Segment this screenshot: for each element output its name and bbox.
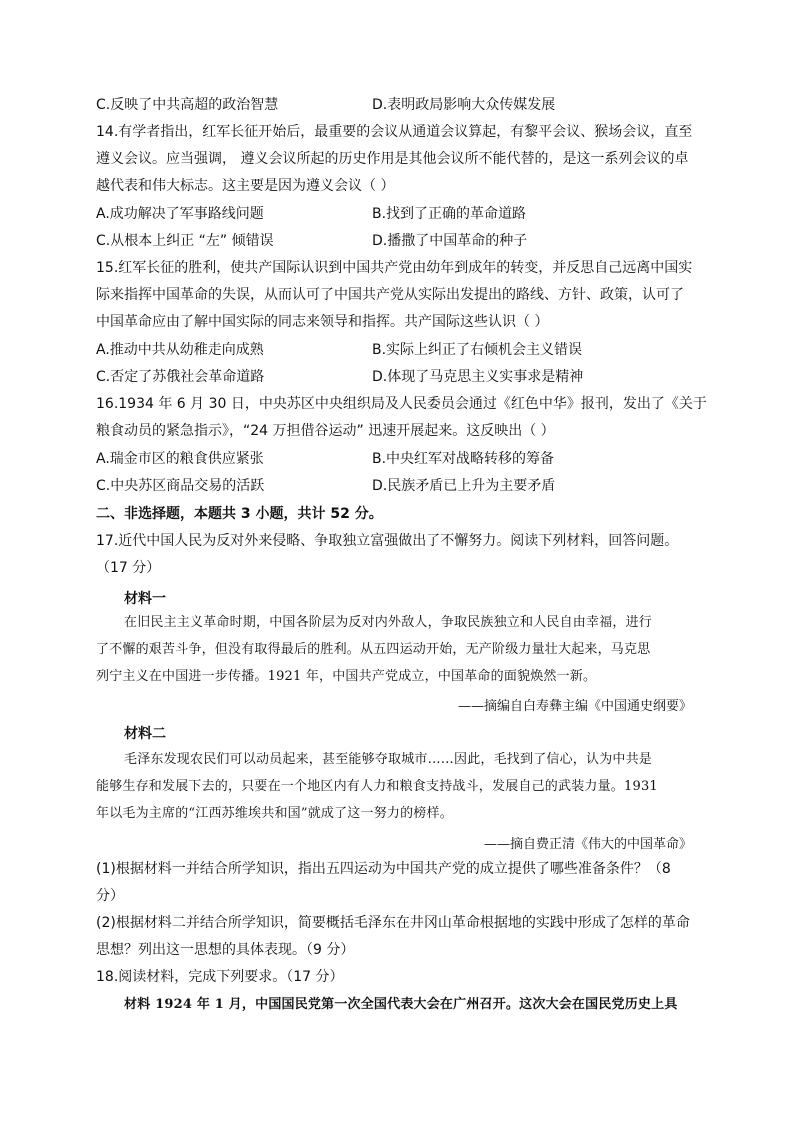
q15-option-c: C.否定了苏俄社会革命道路 <box>96 369 265 385</box>
q17-sub1-line2: 分） <box>96 888 124 904</box>
q16-text-line1: 16.1934 年 6 月 30 日，中央苏区中央组织局及人民委员会通过《红色中华》报刊，发出了《关于 <box>96 396 707 412</box>
q15-text-line3: 中国革命应由了解中国实际的同志来领导和指挥。共产国际这些认识（ ） <box>96 314 549 330</box>
material-2-line1: 毛泽东发现农民们可以动员起来，甚至能够夺取城市……因此，毛找到了信心，认为中共是 <box>124 752 653 767</box>
q17-sub1-line1: (1)根据材料一并结合所学知识，指出五四运动为中国共产党的成立提供了哪些准备条件？（8 <box>96 861 671 877</box>
section-heading: 二、非选择题，本题共 3 小题，共计 52 分。 <box>96 506 383 522</box>
q16-option-b: B.中央红军对战略转移的筹备 <box>372 451 555 467</box>
material-2-line3: 年以毛为主席的“江西苏维埃共和国”就成了这一努力的榜样。 <box>96 806 453 821</box>
material-1-line3: 列宁主义在中国进一步传播。1921 年，中国共产党成立，中国革命的面貌焕然一新。 <box>96 669 597 684</box>
q15-text-line1: 15.红军长征的胜利，使共产国际认识到中国共产党由幼年到成年的转变，并反思自己远离中国实 <box>96 260 693 276</box>
q16-option-d: D.民族矛盾已上升为主要矛盾 <box>372 478 556 494</box>
material-1-line2: 了不懈的艰苦斗争，但没有取得最后的胜利。从五四运动开始，无产阶级力量壮大起来，马克思 <box>96 642 651 657</box>
material-1-source: ——摘编自白寿彝主编《中国通史纲要》 <box>457 699 692 714</box>
q16-option-c: C.中央苏区商品交易的活跃 <box>96 478 265 494</box>
q17-text-line2: （17 分） <box>96 560 161 576</box>
q15-option-b: B.实际上纠正了右倾机会主义错误 <box>372 342 583 358</box>
q13-option-c: C.反映了中共高超的政治智慧 <box>96 97 279 113</box>
q14-option-d: D.播撒了中国革命的种子 <box>372 233 528 249</box>
material-1-title: 材料一 <box>124 591 166 607</box>
q18-text-line1: 18.阅读材料，完成下列要求。（17 分） <box>96 969 344 985</box>
material-2-source: ——摘自费正清《伟大的中国革命》 <box>483 837 692 852</box>
material-2-line2: 能够生存和发展下去的，只要在一个地区内有人力和粮食支持战斗，发展自己的武装力量。1931 <box>96 779 658 794</box>
q17-sub2-line2: 思想？列出这一思想的具体表现。（9 分） <box>96 942 355 958</box>
q14-option-c: C.从根本上纠正 “左” 倾错误 <box>96 233 274 249</box>
q17-text-line1: 17.近代中国人民为反对外来侵略、争取独立富强做出了不懈努力。阅读下列材料，回答问题。 <box>96 533 679 549</box>
q14-option-a: A.成功解决了军事路线问题 <box>96 206 264 222</box>
material-2-title: 材料二 <box>124 726 166 742</box>
q16-option-a: A.瑞金市区的粮食供应紧张 <box>96 451 264 467</box>
q14-text-line2: 遵义会议。应当强调， 遵义会议所起的历史作用是其他会议所不能代替的，是这一系列会议的卓 <box>96 151 689 167</box>
q14-option-b: B.找到了正确的革命道路 <box>372 206 527 222</box>
q14-text-line1: 14.有学者指出，红军长征开始后，最重要的会议从通道会议算起，有黎平会议、猴场会议，直至 <box>96 124 693 140</box>
q15-option-d: D.体现了马克思主义实事求是精神 <box>372 369 584 385</box>
q15-text-line2: 际来指挥中国革命的失误，从而认可了中国共产党从实际出发提出的路线、方针、政策，认可了 <box>96 287 684 303</box>
material-1-line1: 在旧民主主义革命时期，中国各阶层为反对内外敌人，争取民族独立和人民自由幸福，进行 <box>124 615 653 630</box>
q13-option-d: D.表明政局影响大众传媒发展 <box>372 97 556 113</box>
q17-sub2-line1: (2)根据材料二并结合所学知识，简要概括毛泽东在井冈山革命根据地的实践中形成了怎样的革命 <box>96 915 690 931</box>
q15-option-a: A.推动中共从幼稚走向成熟 <box>96 342 264 358</box>
q18-material-line1: 材料 1924 年 1 月，中国国民党第一次全国代表大会在广州召开。这次大会在国民党历史上具 <box>124 997 678 1012</box>
q16-text-line2: 粮食动员的紧急指示》，“24 万担借谷运动” 迅速开展起来。这反映出（ ） <box>96 423 555 439</box>
q14-text-line3: 越代表和伟大标志。这主要是因为遵义会议（ ） <box>96 178 395 194</box>
